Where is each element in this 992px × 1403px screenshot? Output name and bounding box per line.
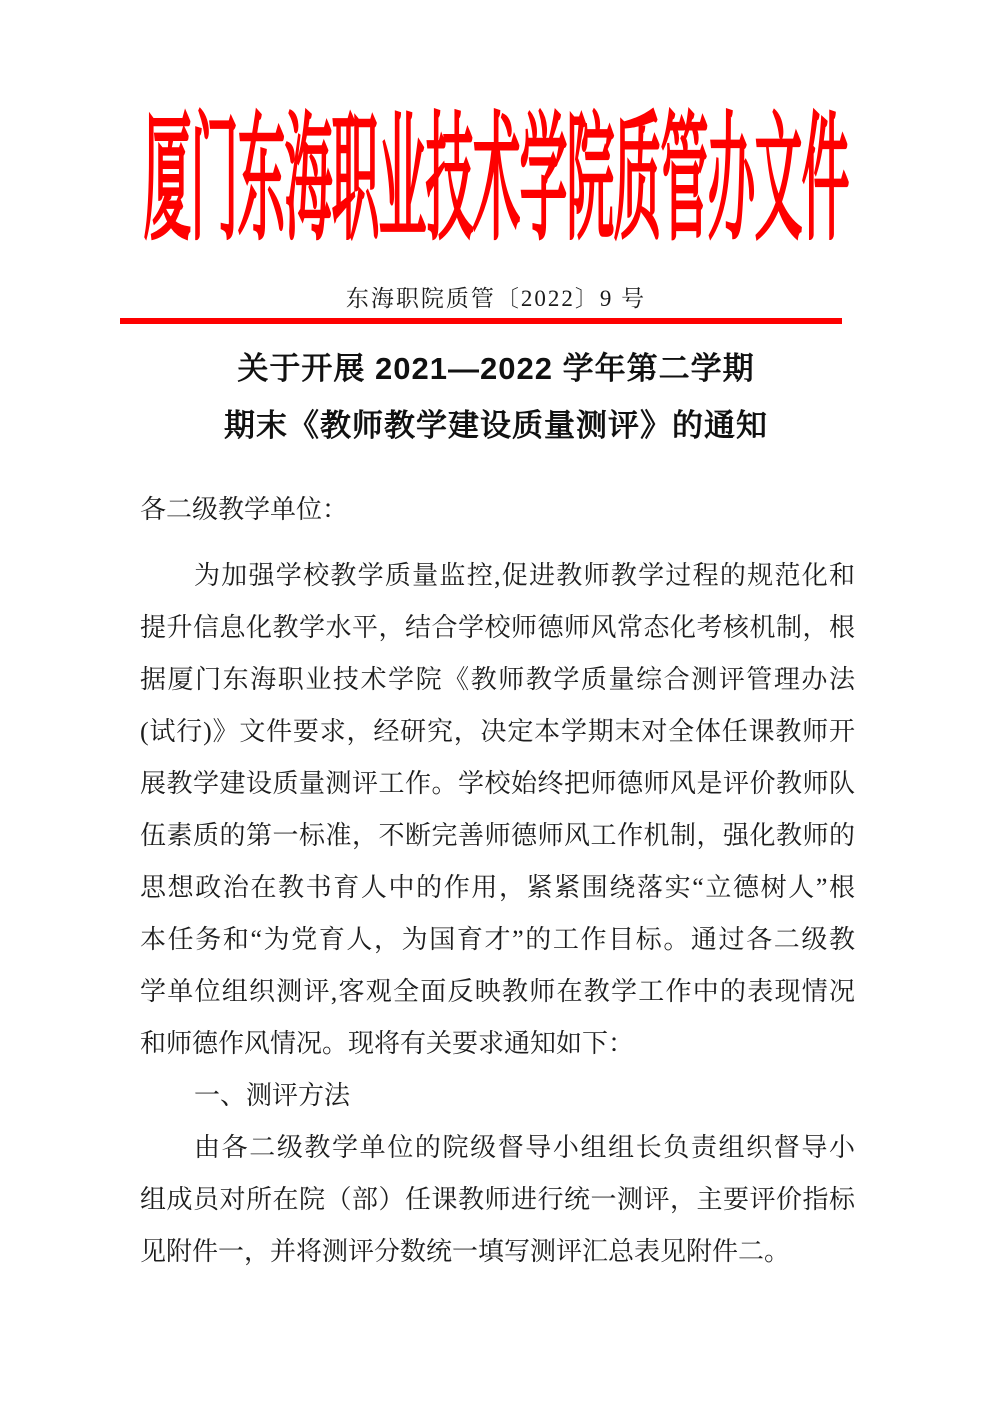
notice-title-line2: 期末《教师教学建设质量测评》的通知 [224,408,768,443]
body-line: 据厦门东海职业技术学院《教师教学质量综合测评管理办法 [140,665,855,694]
body-line: 和师德作风情况。现将有关要求通知如下： [140,1029,635,1058]
body-line: 思想政治在教书育人中的作用，紧紧围绕落实“立德树人”根 [140,873,855,902]
section-heading-1: 一、测评方法 [194,1081,351,1110]
notice-title-line1: 关于开展 2021—2022 学年第二学期 [237,351,755,386]
red-divider-line [120,318,842,324]
body-line: 展教学建设质量测评工作。学校始终把师德师风是评价教师队 [140,769,855,798]
body-line: 提升信息化教学水平，结合学校师德师风常态化考核机制，根 [140,613,855,642]
document-number: 东海职院质管〔2022〕9 号 [345,286,647,311]
body-line: 伍素质的第一标准，不断完善师德师风工作机制，强化教师的 [140,821,855,850]
letterhead-org-title: 厦门东海职业技术学院质管办文件 [143,105,849,259]
body-line: 由各二级教学单位的院级督导小组组长负责组织督导小 [194,1133,855,1162]
body-line: 为加强学校教学质量监控,促进教师教学过程的规范化和 [194,561,855,590]
body-line: (试行)》文件要求，经研究，决定本学期末对全体任课教师开 [140,717,855,746]
body-line: 组成员对所在院（部）任课教师进行统一测评，主要评价指标 [140,1185,855,1214]
body-line: 见附件一，并将测评分数统一填写测评汇总表见附件二。 [140,1237,791,1266]
salutation: 各二级教学单位： [140,495,349,524]
body-line: 本任务和“为党育人，为国育才”的工作目标。通过各二级教 [140,925,855,954]
body-line: 学单位组织测评,客观全面反映教师在教学工作中的表现情况 [140,977,855,1006]
document-body [140,484,855,1278]
